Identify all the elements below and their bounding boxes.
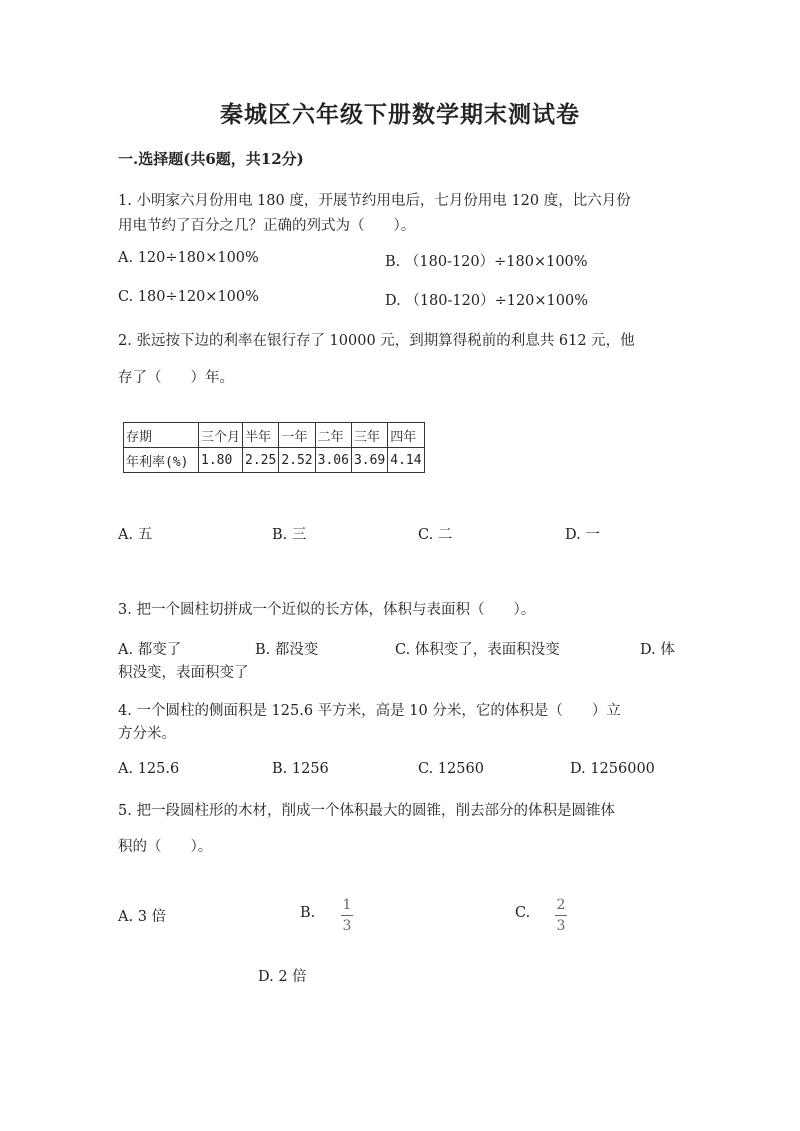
table-cell: 三年: [351, 423, 387, 448]
fraction-numerator: 2: [556, 897, 566, 913]
q5-option-b-fraction[interactable]: [341, 897, 353, 934]
table-cell: 三个月: [199, 423, 243, 448]
page-title: 秦城区六年级下册数学期末测试卷: [220, 101, 580, 128]
q2-option-c[interactable]: C. 二: [418, 527, 453, 543]
q4-option-c[interactable]: C. 12560: [418, 761, 484, 777]
table-cell: 2.52: [279, 448, 315, 473]
q1-option-a[interactable]: A. 120÷180×100%: [118, 250, 259, 266]
q5-option-a[interactable]: A. 3 倍: [118, 909, 167, 925]
table-cell: 年利率(%): [124, 448, 199, 473]
q1-stem-line1: 1. 小明家六月份用电 180 度，开展节约用电后，七月份用电 120 度，比六月份: [118, 193, 631, 209]
q5-option-b[interactable]: B.: [300, 905, 316, 921]
fraction-bar: [341, 915, 353, 916]
q1-option-b[interactable]: B. （180-120）÷180×100%: [385, 254, 588, 270]
q5-option-c-fraction[interactable]: [555, 897, 567, 934]
q4-option-a[interactable]: A. 125.6: [118, 761, 180, 777]
table-row: [124, 448, 425, 473]
q4-option-b[interactable]: B. 1256: [272, 761, 329, 777]
q2-stem-line2: 存了（ ）年。: [118, 370, 234, 386]
fraction-denominator: 3: [556, 918, 566, 934]
fraction-bar: [555, 915, 567, 916]
q2-option-d[interactable]: D. 一: [565, 527, 600, 543]
table-cell: 一年: [279, 423, 315, 448]
table-cell: 4.14: [388, 448, 424, 473]
fraction-numerator: 1: [342, 897, 352, 913]
q5-stem-line1: 5. 把一段圆柱形的木材，削成一个体积最大的圆锥，削去部分的体积是圆锥体: [118, 803, 615, 819]
q4-option-d[interactable]: D. 1256000: [570, 761, 655, 777]
q5-stem-line2: 积的（ ）。: [118, 839, 213, 855]
table-cell: 1.80: [199, 448, 243, 473]
table-cell: 3.06: [315, 448, 351, 473]
q1-option-d[interactable]: D. （180-120）÷120×100%: [385, 293, 589, 309]
q4-stem-line1: 4. 一个圆柱的侧面积是 125.6 平方米，高是 10 分米，它的体积是（ ）立: [118, 703, 621, 719]
q3-option-a[interactable]: A. 都变了: [118, 642, 182, 658]
q1-stem-line2: 用电节约了百分之几？正确的列式为（ ）。: [118, 218, 416, 234]
fraction-denominator: 3: [342, 918, 352, 934]
q3-option-c[interactable]: C. 体积变了，表面积没变: [395, 642, 560, 658]
table-cell: 二年: [315, 423, 351, 448]
table-cell: 存期: [124, 423, 199, 448]
q5-option-d[interactable]: D. 2 倍: [258, 969, 307, 985]
q4-stem-line2: 方分米。: [118, 726, 176, 742]
q2-option-a[interactable]: A. 五: [118, 527, 153, 543]
q5-option-c[interactable]: C.: [515, 905, 531, 921]
q2-option-b[interactable]: B. 三: [272, 527, 307, 543]
table-header-row: [124, 423, 425, 448]
q3-option-d[interactable]: D. 体: [640, 642, 675, 658]
table-cell: 2.25: [243, 448, 279, 473]
q3-stem-line1: 3. 把一个圆柱切拼成一个近似的长方体，体积与表面积（ ）。: [118, 602, 536, 618]
table-cell: 四年: [388, 423, 424, 448]
interest-rate-table: [123, 422, 425, 473]
section-heading: 一.选择题(共6题，共12分): [118, 150, 304, 168]
q1-option-c[interactable]: C. 180÷120×100%: [118, 289, 259, 305]
q3-option-d-continued[interactable]: 积没变，表面积变了: [118, 665, 249, 681]
table-cell: 半年: [243, 423, 279, 448]
q3-option-b[interactable]: B. 都没变: [255, 642, 319, 658]
table-cell: 3.69: [351, 448, 387, 473]
q2-stem-line1: 2. 张远按下边的利率在银行存了 10000 元，到期算得税前的利息共 612 元，他: [118, 333, 635, 349]
